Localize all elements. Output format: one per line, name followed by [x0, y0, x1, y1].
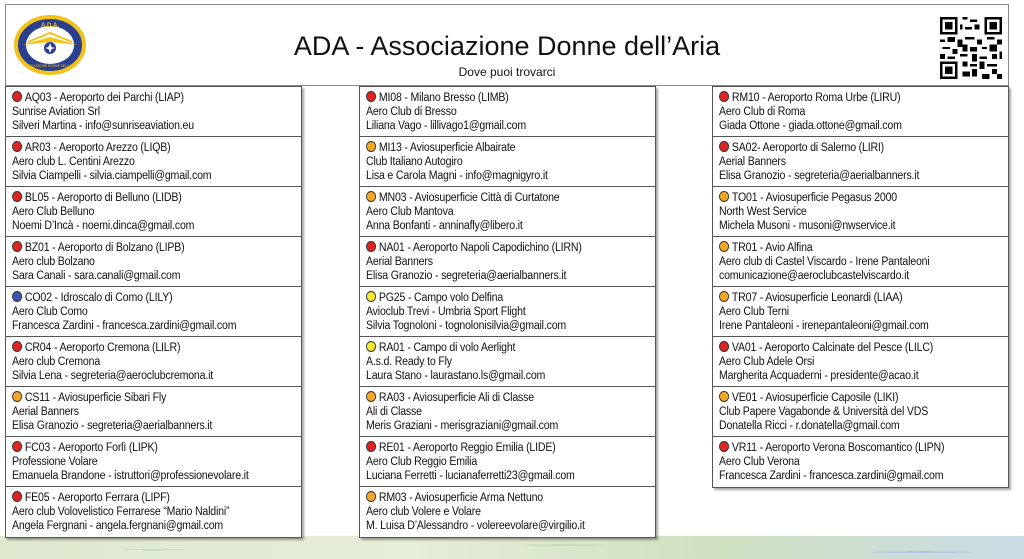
entry-organization: Aero club Bolzano [12, 256, 95, 268]
entry-code-line [719, 241, 985, 255]
entry-contact[interactable]: Giada Ottone - giada.ottone@gmail.com [719, 120, 902, 132]
entry-code-line [12, 441, 278, 455]
list-item [713, 187, 1008, 237]
list-item [360, 487, 655, 537]
entry-code: RM10 - Aeroporto Roma Urbe (LIRU) [731, 92, 901, 104]
entry-contact[interactable]: Silveri Martina - info@sunriseaviation.eu [12, 120, 194, 132]
entry-code: RM03 - Aviosuperficie Arma Nettuno [378, 492, 543, 504]
status-dot-icon [366, 191, 376, 202]
entry-code: VA01 - Aeroporto Calcinate del Pesce (LILC) [731, 342, 934, 354]
status-dot-icon [366, 291, 376, 302]
entry-organization: Aero club Volere e Volare [366, 506, 481, 518]
entry-code-line [366, 241, 632, 255]
status-dot-icon [719, 391, 729, 402]
entry-contact[interactable]: Laura Stano - laurastano.ls@gmail.com [366, 370, 546, 382]
entry-code-line [12, 191, 278, 205]
column-1 [5, 86, 302, 538]
page-title: ADA - Associazione Donne dell’Aria [293, 31, 721, 61]
qr-code-icon[interactable] [940, 17, 1002, 79]
entry-code: CR04 - Aeroporto Cremona (LILR) [24, 342, 181, 354]
status-dot-icon [366, 341, 376, 352]
entry-code-line [366, 91, 632, 105]
entry-code: AQ03 - Aeroporto dei Parchi (LIAP) [24, 92, 184, 104]
entry-organization: Aero Club Reggio Emilia [366, 456, 478, 468]
entry-organization: Sunrise Aviation Srl [12, 106, 100, 118]
list-item [360, 387, 655, 437]
entry-code: RA01 - Campo di volo Aerlight [378, 342, 516, 354]
list-item [360, 337, 655, 387]
entry-code-line [366, 341, 632, 355]
entry-code-line [366, 491, 632, 505]
map-strip [0, 536, 1024, 559]
status-dot-icon [12, 391, 22, 402]
entry-code: AR03 - Aeroporto Arezzo (LIQB) [24, 142, 171, 154]
status-dot-icon [12, 91, 22, 102]
entry-organization: Aero Club Verona [719, 456, 800, 468]
entry-code-line [366, 191, 632, 205]
entry-contact[interactable]: Meris Graziani - merisgraziani@gmail.com [366, 420, 559, 432]
entry-organization: Aero club Cremona [12, 356, 101, 368]
entry-organization: Professione Volare [12, 456, 98, 468]
status-dot-icon [12, 341, 22, 352]
list-item [6, 437, 301, 487]
list-item [713, 87, 1008, 137]
entry-contact[interactable]: Elisa Granozio - segreteria@aerialbanners.it [12, 420, 213, 432]
entry-code-line [12, 241, 278, 255]
entry-organization: Aero Club Como [12, 306, 88, 318]
status-dot-icon [12, 291, 22, 302]
entry-organization: Aero club di Castel Viscardo - Irene Pantaleoni [719, 256, 930, 268]
entry-contact[interactable]: Donatella Ricci - r.donatella@gmail.com [719, 420, 900, 432]
entry-code-line [719, 291, 985, 305]
entry-code-line [719, 391, 985, 405]
entry-organization: Aerial Banners [719, 156, 786, 168]
entry-organization: Aero Club Mantova [366, 206, 454, 218]
entry-contact[interactable]: Lisa e Carola Magni - info@magnigyro.it [366, 170, 548, 182]
list-item [360, 87, 655, 137]
status-dot-icon [719, 341, 729, 352]
status-dot-icon [719, 91, 729, 102]
list-item [6, 337, 301, 387]
entry-code-line [719, 341, 985, 355]
entry-contact[interactable]: Irene Pantaleoni - irenepantaleoni@gmail.com [719, 320, 929, 332]
entry-code: VE01 - Aviosuperficie Caposile (LIKI) [731, 392, 899, 404]
entry-organization: A.s.d. Ready to Fly [366, 356, 452, 368]
entry-organization: Aero Club Adele Orsi [719, 356, 815, 368]
entry-code-line [12, 141, 278, 155]
list-item [6, 487, 301, 537]
status-dot-icon [366, 441, 376, 452]
header-panel [5, 4, 1009, 86]
entry-code-line [719, 91, 985, 105]
column-3 [712, 86, 1009, 488]
entry-contact[interactable]: Luciana Ferretti - lucianaferretti23@gmail.com [366, 470, 575, 482]
status-dot-icon [12, 441, 22, 452]
status-dot-icon [366, 391, 376, 402]
entry-organization: Aero Club Belluno [12, 206, 95, 218]
status-dot-icon [719, 241, 729, 252]
entry-contact[interactable]: Michela Musoni - musoni@nwservice.it [719, 220, 896, 232]
status-dot-icon [366, 241, 376, 252]
list-item [360, 437, 655, 487]
status-dot-icon [366, 491, 376, 502]
entry-code: FE05 - Aeroporto Ferrara (LIPF) [24, 492, 170, 504]
entry-contact[interactable]: Anna Bonfanti - anninafly@libero.it [366, 220, 523, 232]
status-dot-icon [719, 191, 729, 202]
status-dot-icon [366, 91, 376, 102]
list-item [6, 287, 301, 337]
status-dot-icon [719, 441, 729, 452]
entry-code-line [719, 141, 985, 155]
page-subtitle: Dove puoi trovarci [458, 65, 556, 79]
list-item [360, 237, 655, 287]
entry-contact[interactable]: Francesca Zardini - francesca.zardini@gmail.com [12, 320, 237, 332]
entry-organization: Aero Club di Roma [719, 106, 806, 118]
status-dot-icon [12, 241, 22, 252]
logo-text-top: A.D.A. [41, 23, 59, 29]
entry-organization: Avioclub Trevi - Umbria Sport Flight [366, 306, 526, 318]
entry-code-line [12, 291, 278, 305]
entry-code: CS11 - Aviosuperficie Sibari Fly [24, 392, 167, 404]
entry-code: CO02 - Idroscalo di Como (LILY) [24, 292, 173, 304]
entry-organization: North West Service [719, 206, 807, 218]
list-item [6, 387, 301, 437]
entry-code-line [12, 91, 278, 105]
entry-organization: Club Papere Vagabonde & Università del VDS [719, 406, 929, 418]
entry-code: TR01 - Avio Alfina [731, 242, 813, 254]
list-item [713, 287, 1008, 337]
entry-contact[interactable]: Silvia Ciampelli - silvia.ciampelli@gmail.com [12, 170, 212, 182]
list-item [6, 237, 301, 287]
list-item [713, 387, 1008, 437]
status-dot-icon [719, 291, 729, 302]
entry-code-line [12, 341, 278, 355]
entry-contact[interactable]: Margherita Acquaderni - presidente@acao.it [719, 370, 919, 382]
status-dot-icon [12, 491, 22, 502]
entry-code-line [366, 291, 632, 305]
entry-code-line [366, 391, 632, 405]
entry-organization: Aerial Banners [366, 256, 433, 268]
entry-code-line [12, 391, 278, 405]
entry-code: RA03 - Aviosuperficie Ali di Classe [378, 392, 534, 404]
entry-code: MI08 - Milano Bresso (LIMB) [378, 92, 509, 104]
entry-contact[interactable]: Elisa Granozio - segreteria@aerialbanners.it [366, 270, 567, 282]
list-item [6, 187, 301, 237]
list-item [360, 187, 655, 237]
entry-contact[interactable]: Noemi D’Incà - noemi.dinca@gmail.com [12, 220, 195, 232]
entry-contact[interactable]: Emanuela Brandone - istruttori@professionevolare.it [12, 470, 249, 482]
entry-organization: Aero Club Terni [719, 306, 789, 318]
entry-contact[interactable]: Sara Canali - sara.canali@gmail.com [12, 270, 181, 282]
entry-code: MI13 - Aviosuperficie Albairate [378, 142, 516, 154]
entry-code: NA01 - Aeroporto Napoli Capodichino (LIRN) [378, 242, 582, 254]
entry-contact[interactable]: Liliana Vago - lillivago1@gmail.com [366, 120, 526, 132]
entry-code: FC03 - Aeroporto Forlì (LIPK) [24, 442, 158, 454]
status-dot-icon [12, 141, 22, 152]
entry-organization: Aero club Volovelistico Ferrarese “Mario Naldini” [12, 506, 230, 518]
entry-contact[interactable]: Francesca Zardini - francesca.zardini@gmail.com [719, 470, 944, 482]
entry-organization: Aero club L. Centini Arezzo [12, 156, 135, 168]
entry-contact[interactable]: Elisa Granozio - segreteria@aerialbanners.it [719, 170, 920, 182]
entry-code: TR07 - Aviosuperficie Leonardi (LIAA) [731, 292, 903, 304]
entry-code-line [12, 491, 278, 505]
list-item [6, 87, 301, 137]
entry-contact[interactable]: Silvia Tognoloni - tognolonisilvia@gmail.com [366, 320, 567, 332]
entry-organization: Aerial Banners [12, 406, 79, 418]
list-item [713, 237, 1008, 287]
column-2 [359, 86, 656, 538]
list-item [360, 137, 655, 187]
entry-contact[interactable]: Silvia Lena - segreteria@aeroclubcremona.it [12, 370, 214, 382]
status-dot-icon [366, 141, 376, 152]
entry-code-line [719, 191, 985, 205]
list-item [360, 287, 655, 337]
entry-organization: Ali di Classe [366, 406, 422, 418]
list-item [6, 137, 301, 187]
entry-code: BL05 - Aeroporto di Belluno (LIDB) [24, 192, 182, 204]
entry-code: TO01 - Aviosuperficie Pegasus 2000 [731, 192, 897, 204]
status-dot-icon [12, 191, 22, 202]
list-item [713, 437, 1008, 487]
entry-contact[interactable]: comunicazione@aeroclubcastelviscardo.it [719, 270, 909, 282]
entry-code: RE01 - Aeroporto Reggio Emilia (LIDE) [378, 442, 556, 454]
entry-code-line [366, 441, 632, 455]
entry-code-line [366, 141, 632, 155]
entry-code: PG25 - Campo volo Delfina [378, 292, 504, 304]
list-item [713, 337, 1008, 387]
entry-organization: Aero Club di Bresso [366, 106, 457, 118]
entry-code-line [719, 441, 985, 455]
entry-code: MN03 - Aviosuperficie Città di Curtatone [378, 192, 560, 204]
list-item [713, 137, 1008, 187]
entry-contact[interactable]: M. Luisa D’Alessandro - volereevolare@virgilio.it [366, 520, 585, 532]
logo-text-bottom: ASSOCIAZIONE DONNE DELL'ARIA [23, 64, 77, 68]
entry-code: VR11 - Aeroporto Verona Boscomantico (LIPN) [731, 442, 945, 454]
entry-organization: Club Italiano Autogiro [366, 156, 463, 168]
entry-code: BZ01 - Aeroporto di Bolzano (LIPB) [24, 242, 185, 254]
entry-code: SA02- Aeroporto di Salerno (LIRI) [731, 142, 885, 154]
status-dot-icon [719, 141, 729, 152]
entry-contact[interactable]: Angela Fergnani - angela.fergnani@gmail.com [12, 520, 224, 532]
